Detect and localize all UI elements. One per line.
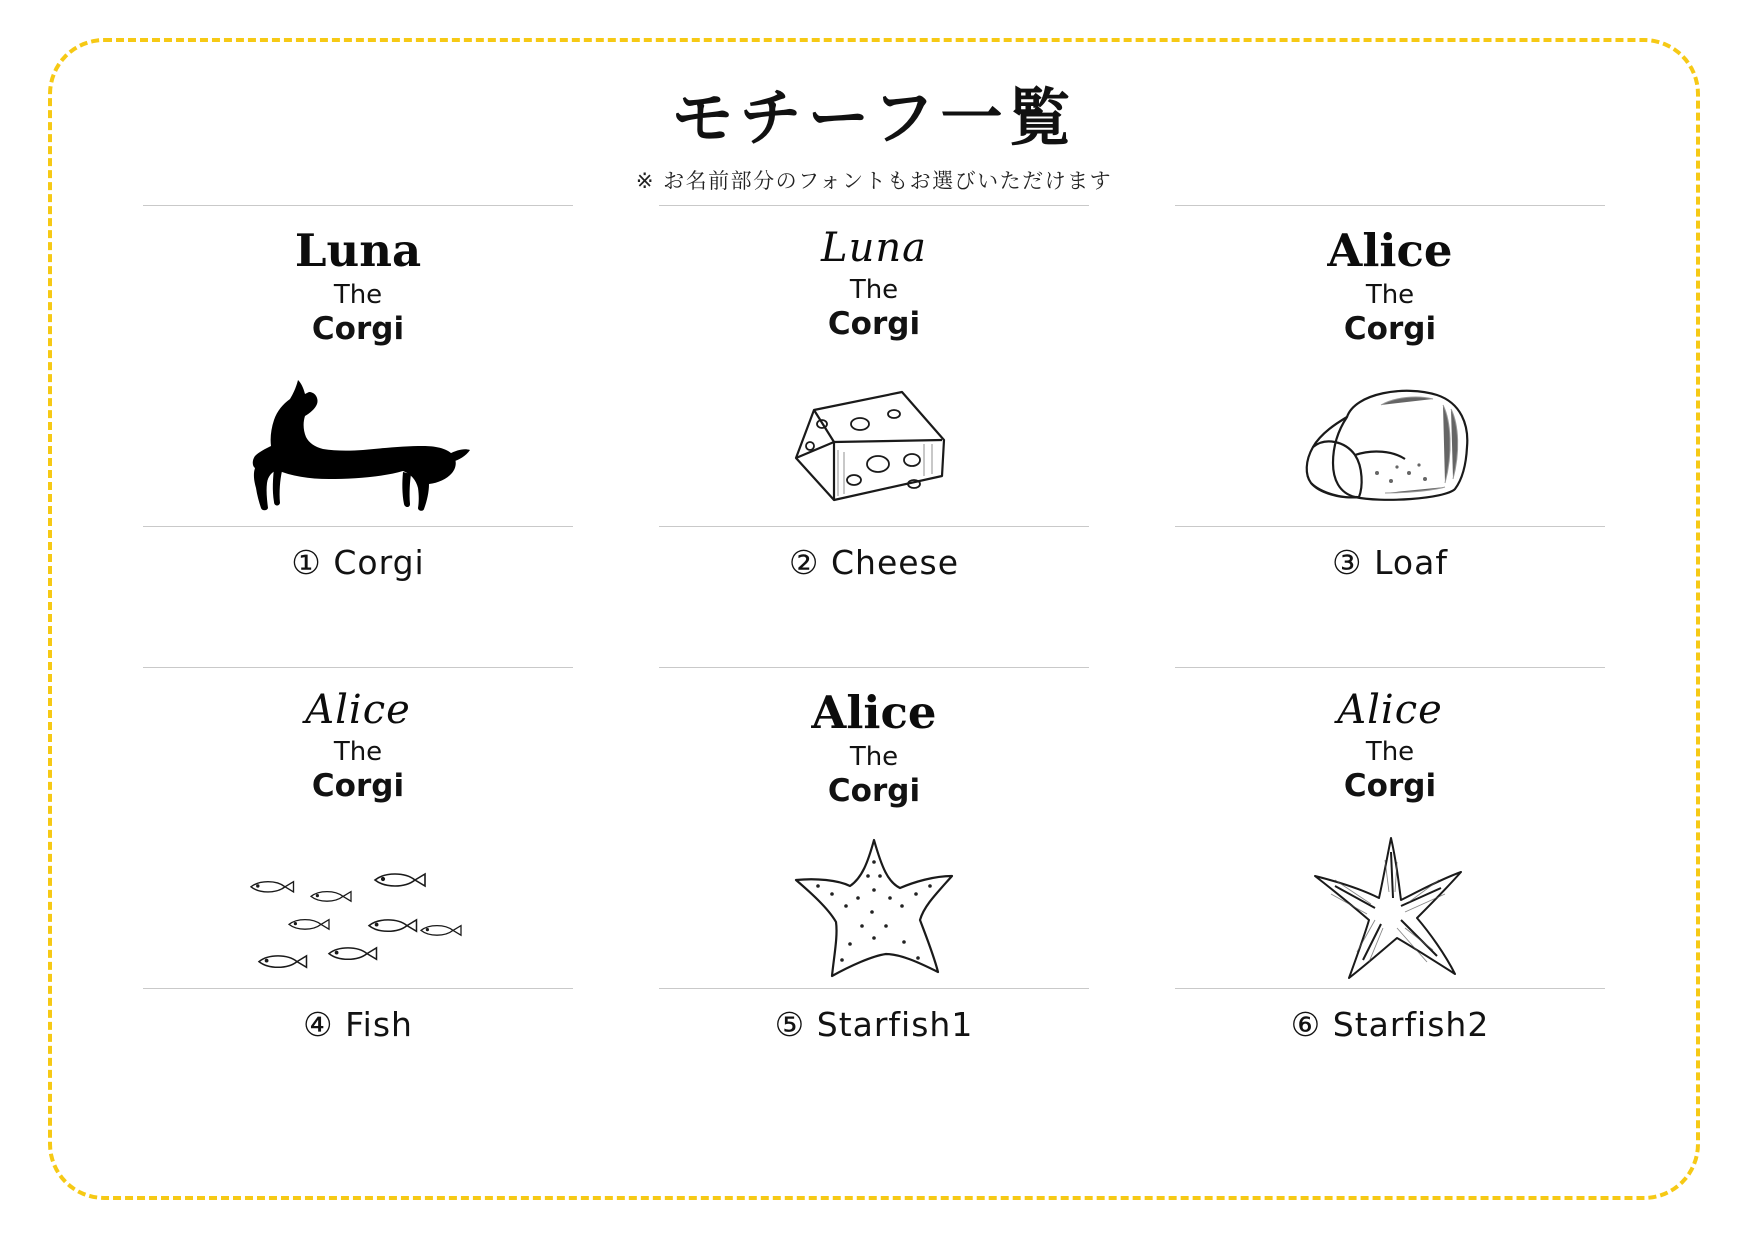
the-line: The [1365,280,1415,310]
cheese-wedge-icon [628,370,1120,520]
motif-caption: ② Cheese [788,543,960,582]
name-block [112,206,604,347]
pet-name: Luna [821,225,927,271]
breed-line: Corgi [1343,767,1437,804]
motif-caption: ① Corgi [291,543,425,582]
name-block [1144,668,1636,804]
motif-grid [100,205,1648,1044]
the-line: The [333,280,383,310]
breed-line: Corgi [827,305,921,342]
the-line: The [333,737,383,767]
name-block [628,206,1120,342]
card-body [628,668,1120,988]
pet-name: Alice [1327,224,1453,277]
motif-card-corgi[interactable] [100,205,616,582]
card-body [112,668,604,988]
pet-name: Alice [811,686,937,739]
motif-row [100,205,1648,582]
motif-caption: ④ Fish [303,1005,413,1044]
the-line: The [849,275,899,305]
motif-card-starfish2[interactable] [1132,667,1648,1044]
pet-name: Alice [305,687,411,733]
card-body [1144,668,1636,988]
page-subtitle: ※ お名前部分のフォントもお選びいただけます [635,169,1113,193]
starfish-slim-icon [1144,832,1636,982]
card-body [112,206,604,526]
motif-card-loaf[interactable] [1132,205,1648,582]
card-body [628,206,1120,526]
motif-card-fish[interactable] [100,667,616,1044]
name-block [112,668,604,804]
name-block [628,668,1120,809]
motif-caption: ③ Loaf [1332,543,1448,582]
bread-loaf-icon [1144,370,1636,520]
starfish-chunky-icon [628,832,1120,982]
fish-school-icon [112,832,604,982]
breed-line: Corgi [827,772,921,809]
breed-line: Corgi [1343,310,1437,347]
page-title: モチーフ一覧 [671,81,1077,154]
the-line: The [1365,737,1415,767]
pet-name: Alice [1337,687,1443,733]
motif-card-starfish1[interactable] [616,667,1132,1044]
motif-caption: ⑥ Starfish2 [1290,1005,1490,1044]
motif-caption: ⑤ Starfish1 [774,1005,974,1044]
the-line: The [849,742,899,772]
breed-line: Corgi [311,767,405,804]
name-block [1144,206,1636,347]
breed-line: Corgi [311,310,405,347]
motif-card-cheese[interactable] [616,205,1132,582]
motif-row [100,667,1648,1044]
pet-name: Luna [294,224,422,277]
card-body [1144,206,1636,526]
corgi-silhouette-icon [112,370,604,520]
